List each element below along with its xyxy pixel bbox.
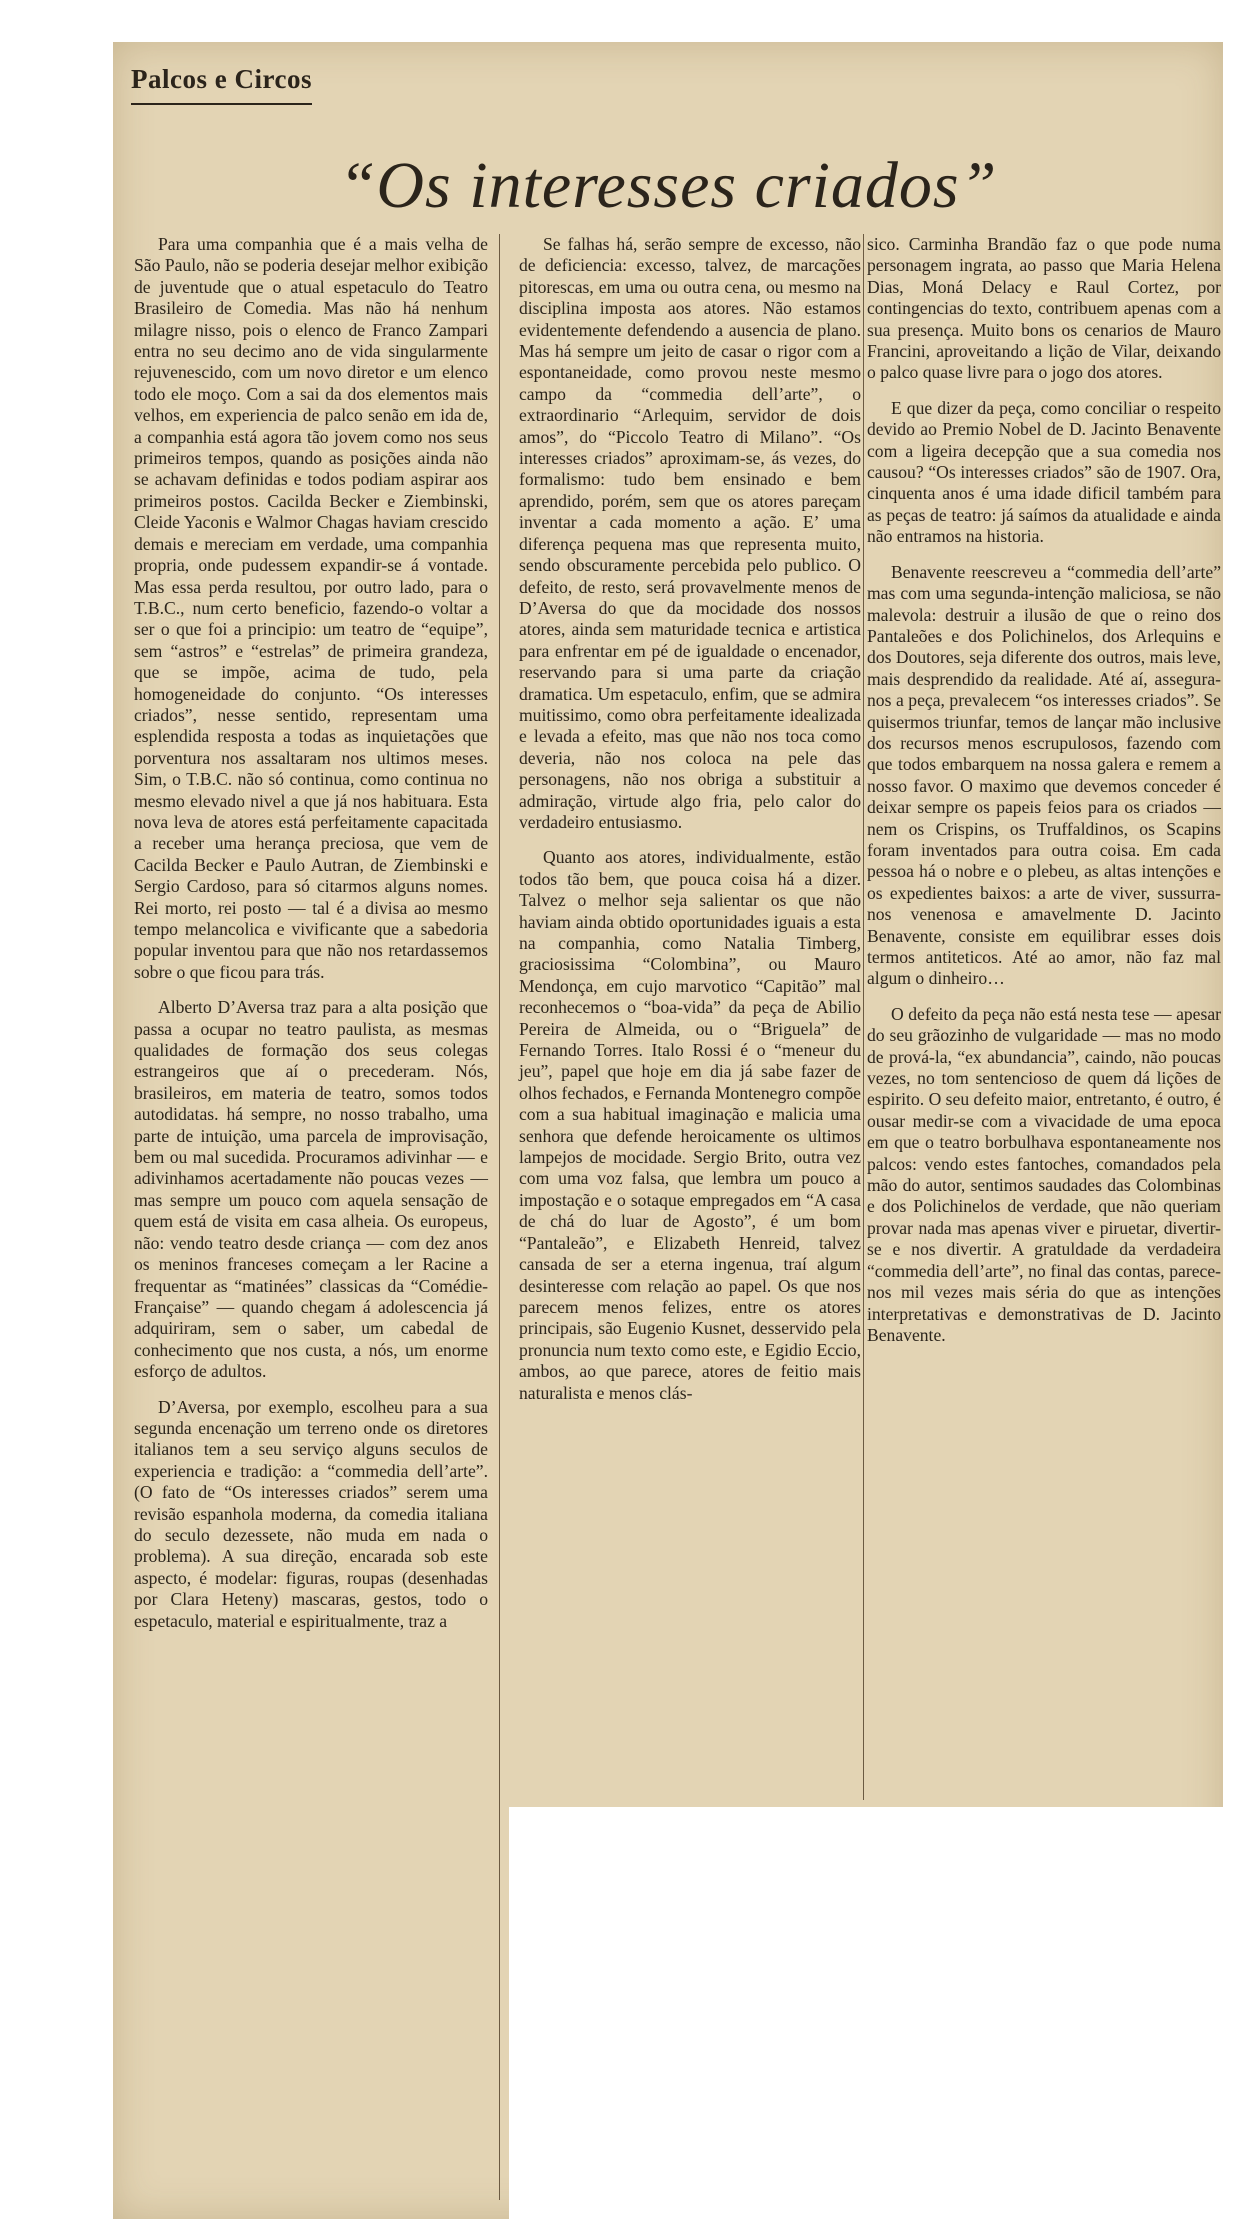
text-column-1: [134, 234, 488, 1646]
paragraph: sico. Carminha Brandão faz o que pode numa personagem ingrata, ao passo que Maria Helena Dias, Moná Delacy e Raul Cortez, por contingencias do texto, contribuem apenas com a sua presença. Muito bons os cenarios de Mauro Francini, aproveitando a lição de Vilar, deixando o palco quase livre para o jogo dos atores.: [867, 234, 1221, 383]
paragraph: Quanto aos atores, individualmente, estão todos tão bem, que pouca coisa há a dizer. Talvez o melhor seja salientar os que não haviam ainda obtido oportunidades iguais a esta na companhia, como Natalia Timberg, graciosissima “Colombina”, ou Mauro Mendonça, em cujo marvotico “Capitão” mal reconhecemos o “boa-vida” da peça de Abilio Pereira de Almeida, ou o “Briguela” de Fernando Torres. Italo Rossi é o “meneur du jeu”, papel que hoje em dia já sabe fazer de olhos fechados, e Fernanda Montenegro compõe com a sua habitual imaginação e malicia uma senhora que defende heroicamente os ultimos lampejos de mocidade. Sergio Brito, outra vez com uma voz falsa, que lembra um pouco a impostação e o sotaque empregados em “A casa de chá do luar de Agosto”, é um bom “Pantaleão”, e Elizabeth Henreid, talvez cansada de ser a eterna ingenua, traí algum desinteresse com relação ao papel. Os que nos parecem menos felizes, entre os atores principais, são Eugenio Kusnet, desservido pela pronuncia num texto como este, e Egidio Eccio, ambos, ao que parece, atores de feitio mais naturalista e menos clás-: [519, 847, 861, 1403]
section-heading: Palcos e Circos: [131, 64, 312, 105]
paragraph: E que dizer da peça, como conciliar o respeito devido ao Premio Nobel de D. Jacinto Benavente com a ligeira decepção que a sua comedia nos causou? “Os interesses criados” são de 1907. Ora, cinquenta anos é uma idade dificil também para as peças de teatro: já saímos da atualidade e ainda não entramos na historia.: [867, 397, 1221, 547]
text-column-2: [519, 234, 861, 1418]
clipping-cutout: [509, 1807, 1248, 2219]
paragraph: Para uma companhia que é a mais velha de São Paulo, não se poderia desejar melhor exibição de juventude que o atual espetaculo do Teatro Brasileiro de Comedia. Mas não há nenhum milagre nisso, pois o elenco de Franco Zampari entra no seu decimo ano de vida singularmente rejuvenescido, com um novo diretor e um elenco todo ele moço. Com a sai da dos elementos mais velhos, em experiencia de palco senão em ida de, a companhia está agora tão jovem como nos seus primeiros tempos, quando as posições ainda não se achavam definidas e todos podiam aspirar aos primeiros postos. Cacilda Becker e Ziembinski, Cleide Yaconis e Walmor Chagas haviam crescido demais e mereciam em verdade, uma companhia propria, onde pudessem expandir-se á vontade. Mas essa perda resultou, por outro lado, para o T.B.C., num certo beneficio, fazendo-o voltar a ser o que foi a principio: um teatro de “equipe”, sem “astros” e “estrelas” de primeira grandeza, que se impõe, acima de tudo, pela homogeneidade do conjunto. “Os interesses criados”, nesse sentido, representam uma esplendida resposta a todas as inquietações que porventura nos assaltaram nos ultimos meses. Sim, o T.B.C. não só continua, como continua no mesmo elevado nivel a que já nos habituara. Esta nova leva de atores está perfeitamente capacitada a receber uma herança preciosa, que vem de Cacilda Becker e Paulo Autran, de Ziembinski e Sergio Cardoso, para só citarmos alguns nomes. Rei morto, rei posto — tal é a divisa ao mesmo tempo melancolica e vivificante que a sabedoria popular inventou para que não nos retardassemos sobre o que ficou para trás.: [134, 234, 488, 982]
paragraph: O defeito da peça não está nesta tese — apesar do seu grãozinho de vulgaridade — mas no modo de prová-la, “ex abundancia”, caindo, não poucas vezes, no tom sentencioso de quem dá lições de espirito. O seu defeito maior, entretanto, é outro, é ousar medir-se com a vivacidade de uma epoca em que o teatro borbulhava espontaneamente nos palcos: vendo estes fantoches, comandados pela mão do autor, sentimos saudades das Colombinas e dos Polichinelos de verdade, que não queriam provar nada mas apenas viver e piruetar, divertir-se e nos divertir. A gratuldade da verdadeira “commedia dell’arte”, no final das contas, parece-nos mil vezes mais séria do que as intenções interpretativas e demonstrativas de D. Jacinto Benavente.: [867, 1003, 1221, 1345]
paragraph: Se falhas há, serão sempre de excesso, não de deficiencia: excesso, talvez, de marcações pitorescas, em uma ou outra cena, ou mesmo na disciplina imposta aos atores. Não estamos evidentemente defendendo a ausencia de plano. Mas há sempre um jeito de casar o rigor com a espontaneidade, como provou neste mesmo campo da “commedia dell’arte”, o extraordinario “Arlequim, servidor de dois amos”, do “Piccolo Teatro di Milano”. “Os interesses criados” aproximam-se, ás vezes, do formalismo: tudo bem ensinado e bem aprendido, porém, sem que os atores pareçam inventar a cada momento a ação. E’ uma diferença pequena mas que representa muito, sendo obscuramente percebida pelo publico. O defeito, de resto, será provavelmente menos de D’Aversa do que da mocidade dos nossos atores, ainda sem maturidade tecnica e artistica para enfrentar em pé de igualdade o encenador, reservando para si uma parte da criação dramatica. Um espetaculo, enfim, que se admira muitissimo, como obra perfeitamente idealizada e levada a efeito, mas que não nos toca como deveria, não nos coloca na pele das personagens, não nos obriga a substituir a admiração, virtude algo fria, pelo calor do verdadeiro entusiasmo.: [519, 234, 861, 832]
paragraph: Benavente reescreveu a “commedia dell’arte” mas com uma segunda-intenção maliciosa, se não malevola: destruir a ilusão de que o reino dos Pantaleões e dos Polichinelos, dos Arlequins e dos Doutores, seja diferente dos outros, mais leve, mais desprendido da realidade. Até aí, assegura-nos a peça, prevalecem “os interesses criados”. Se quisermos triunfar, temos de lançar mão inclusive dos recursos menos escrupulosos, fazendo com que todos embarquem na nossa galera e remem a nosso favor. O maximo que devemos conceder é deixar sempre os papeis feios para os criados — nem os Crispins, os Truffaldinos, os Scapins foram inventados para outra coisa. Em cada pessoa há o nobre e o plebeu, as altas intenções e os expedientes baixos: a arte de viver, sussurra-nos venenosa e amavelmente D. Jacinto Benavente, consiste em equilibrar esses dois termos antiteticos. Até ao amor, não faz mal algum o dinheiro…: [867, 561, 1221, 989]
article-title: “Os interesses criados”: [338, 149, 998, 222]
column-rule: [499, 234, 500, 2200]
column-rule: [863, 234, 864, 1800]
paragraph: D’Aversa, por exemplo, escolheu para a sua segunda encenação um terreno onde os diretores italianos tem a seu serviço alguns seculos de experiencia e tradição: a “commedia dell’arte”. (O fato de “Os interesses criados” serem uma revisão espanhola moderna, da comedia italiana do seculo dezessete, não muda em nada o problema). A sua direção, encarada sob este aspecto, é modelar: figuras, roupas (desenhadas por Clara Heteny) mascaras, gestos, todo o espetaculo, material e espiritualmente, traz a: [134, 1396, 488, 1631]
paragraph: Alberto D’Aversa traz para a alta posição que passa a ocupar no teatro paulista, as mesmas qualidades de formação dos seus colegas estrangeiros que aí o precederam. Nós, brasileiros, em materia de teatro, somos todos autodidatas. há sempre, no nosso trabalho, uma parte de intuição, uma parcela de improvisação, bem ou mal sucedida. Procuramos adivinhar — e adivinhamos acertadamente não poucas vezes — mas sempre um pouco com aquela sensação de quem está de visita em casa alheia. Os europeus, não: vendo teatro desde criança — com dez anos os meninos franceses começam a ler Racine a frequentar as “matinées” classicas da “Comédie-Française” — quando chegam á adolescencia já adquiriram, sem o saber, um cabedal de conhecimento que nos custa, a nós, um enorme esforço de adultos.: [134, 997, 488, 1382]
text-column-3: [867, 234, 1221, 1360]
